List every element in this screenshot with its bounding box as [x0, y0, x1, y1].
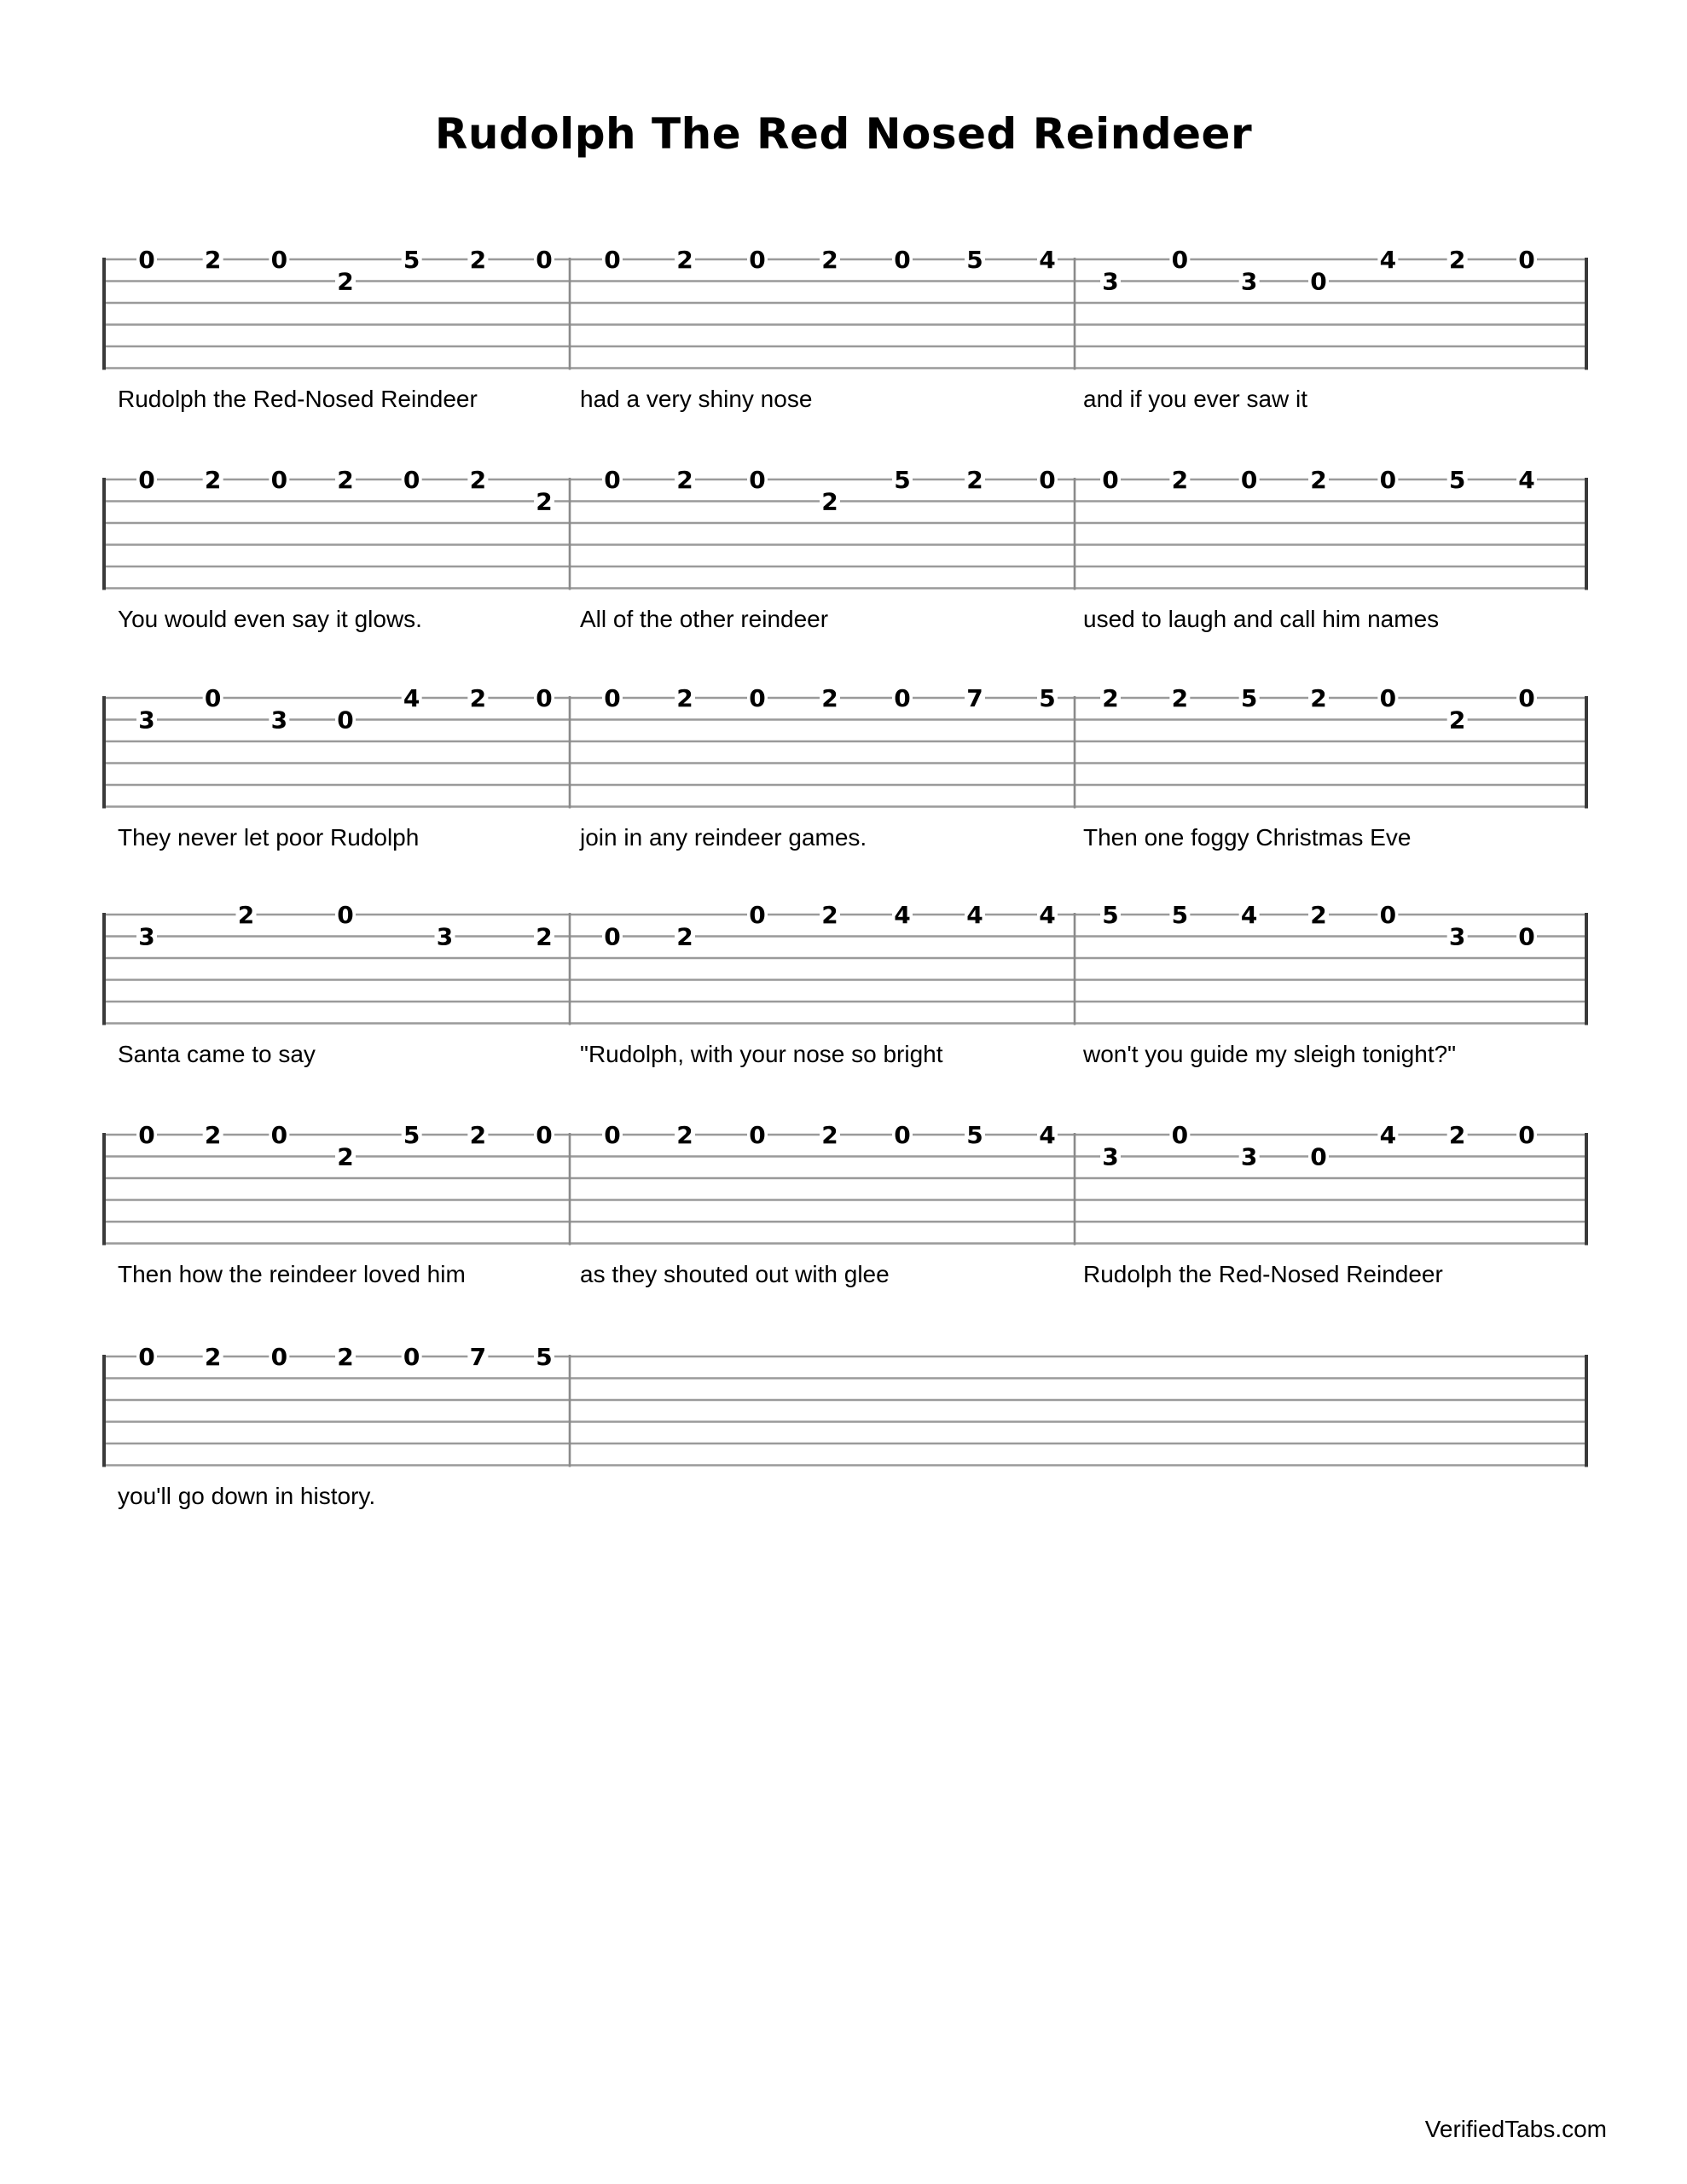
- fret-number: 0: [270, 246, 288, 274]
- fret-number: 4: [1518, 466, 1535, 494]
- fret-number: 0: [749, 684, 766, 712]
- lyric-line: Then one foggy Christmas Eve: [1083, 823, 1412, 851]
- fret-number: 2: [1171, 466, 1189, 494]
- lyric-line: as they shouted out with glee: [580, 1260, 890, 1287]
- fret-number: 5: [966, 246, 983, 274]
- lyric-line: and if you ever saw it: [1083, 385, 1308, 412]
- lyric-line: They never let poor Rudolph: [118, 823, 420, 851]
- fret-number: 0: [337, 901, 354, 929]
- fret-number: 0: [1379, 466, 1397, 494]
- page-title: Rudolph The Red Nosed Reindeer: [434, 109, 1253, 159]
- fret-number: 4: [1039, 901, 1056, 929]
- fret-number: 0: [270, 1121, 288, 1149]
- tab-staff: [0, 1121, 1687, 1254]
- fret-number: 2: [1448, 1121, 1466, 1149]
- fret-number: 2: [204, 246, 222, 274]
- fret-number: 0: [337, 706, 354, 735]
- tab-staff: [0, 1343, 1687, 1476]
- lyric-line: had a very shiny nose: [580, 385, 813, 412]
- tab-system: [0, 246, 1687, 413]
- lyric-line: Rudolph the Red-Nosed Reindeer: [1083, 1260, 1443, 1287]
- fret-number: 5: [1102, 901, 1119, 929]
- fret-number: 0: [749, 246, 766, 274]
- fret-number: 0: [749, 1121, 766, 1149]
- fret-number: 2: [536, 922, 553, 951]
- fret-number: 0: [604, 684, 621, 712]
- fret-number: 3: [138, 706, 155, 735]
- fret-number: 5: [1448, 466, 1466, 494]
- fret-number: 5: [403, 246, 420, 274]
- fret-number: 0: [1310, 1142, 1327, 1171]
- lyric-line: You would even say it glows.: [118, 605, 422, 632]
- fret-number: 0: [1310, 267, 1327, 296]
- tab-staff: [0, 901, 1687, 1034]
- fret-number: 2: [469, 1121, 487, 1149]
- fret-number: 3: [436, 922, 454, 951]
- fret-number: 0: [270, 1343, 288, 1371]
- tab-staff: [0, 246, 1687, 379]
- fret-number: 2: [821, 1121, 838, 1149]
- fret-number: 2: [1310, 466, 1327, 494]
- lyric-line: won't you guide my sleigh tonight?": [1083, 1040, 1457, 1067]
- fret-number: 4: [966, 901, 983, 929]
- lyric-line: Santa came to say: [118, 1040, 316, 1067]
- lyric-line: used to laugh and call him names: [1083, 605, 1440, 632]
- fret-number: 0: [1102, 466, 1119, 494]
- fret-number: 5: [536, 1343, 553, 1371]
- fret-number: 3: [270, 706, 288, 735]
- fret-number: 0: [138, 1343, 155, 1371]
- fret-number: 2: [337, 267, 354, 296]
- fret-number: 0: [749, 466, 766, 494]
- fret-number: 3: [1448, 922, 1466, 951]
- fret-number: 5: [966, 1121, 983, 1149]
- fret-number: 0: [138, 466, 155, 494]
- fret-number: 0: [1171, 1121, 1189, 1149]
- fret-number: 2: [821, 684, 838, 712]
- fret-number: 0: [204, 684, 222, 712]
- fret-number: 7: [469, 1343, 487, 1371]
- fret-number: 0: [1240, 466, 1258, 494]
- fret-number: 0: [1518, 922, 1535, 951]
- fret-number: 7: [966, 684, 983, 712]
- fret-number: 2: [237, 901, 255, 929]
- fret-number: 5: [894, 466, 911, 494]
- fret-number: 4: [1240, 901, 1258, 929]
- fret-number: 2: [1310, 684, 1327, 712]
- fret-number: 2: [676, 466, 693, 494]
- fret-number: 2: [676, 684, 693, 712]
- fret-number: 0: [270, 466, 288, 494]
- fret-number: 0: [894, 684, 911, 712]
- tab-system: [0, 901, 1687, 1068]
- fret-number: 5: [1240, 684, 1258, 712]
- tab-staff: [0, 466, 1687, 599]
- fret-number: 0: [1039, 466, 1056, 494]
- fret-number: 0: [1379, 684, 1397, 712]
- fret-number: 4: [1379, 246, 1397, 274]
- lyric-line: Rudolph the Red-Nosed Reindeer: [118, 385, 478, 412]
- fret-number: 0: [536, 684, 553, 712]
- fret-number: 0: [1518, 684, 1535, 712]
- fret-number: 3: [138, 922, 155, 951]
- fret-number: 0: [1518, 246, 1535, 274]
- fret-number: 5: [1171, 901, 1189, 929]
- fret-number: 2: [204, 466, 222, 494]
- fret-number: 0: [1518, 1121, 1535, 1149]
- fret-number: 2: [1171, 684, 1189, 712]
- fret-number: 2: [1102, 684, 1119, 712]
- fret-number: 0: [1171, 246, 1189, 274]
- footer-credit: VerifiedTabs.com: [1424, 2116, 1607, 2142]
- fret-number: 3: [1102, 267, 1119, 296]
- fret-number: 0: [604, 1121, 621, 1149]
- fret-number: 0: [403, 1343, 420, 1371]
- fret-number: 4: [1379, 1121, 1397, 1149]
- fret-number: 2: [469, 684, 487, 712]
- fret-number: 2: [821, 487, 838, 516]
- lyric-line: join in any reindeer games.: [580, 823, 867, 851]
- fret-number: 2: [821, 246, 838, 274]
- fret-number: 2: [1310, 901, 1327, 929]
- lyric-line: you'll go down in history.: [118, 1482, 376, 1509]
- fret-number: 0: [536, 246, 553, 274]
- fret-number: 4: [1039, 1121, 1056, 1149]
- fret-number: 3: [1240, 1142, 1258, 1171]
- fret-number: 0: [894, 1121, 911, 1149]
- fret-number: 2: [821, 901, 838, 929]
- fret-number: 2: [1448, 706, 1466, 735]
- fret-number: 2: [676, 246, 693, 274]
- fret-number: 4: [403, 684, 420, 712]
- fret-number: 5: [403, 1121, 420, 1149]
- fret-number: 2: [1448, 246, 1466, 274]
- fret-number: 2: [337, 466, 354, 494]
- fret-number: 2: [337, 1142, 354, 1171]
- fret-number: 0: [536, 1121, 553, 1149]
- fret-number: 2: [676, 1121, 693, 1149]
- fret-number: 4: [894, 901, 911, 929]
- fret-number: 0: [604, 466, 621, 494]
- fret-number: 2: [337, 1343, 354, 1371]
- fret-number: 0: [749, 901, 766, 929]
- lyric-line: Then how the reindeer loved him: [118, 1260, 466, 1287]
- fret-number: 0: [403, 466, 420, 494]
- fret-number: 0: [1379, 901, 1397, 929]
- fret-number: 2: [469, 246, 487, 274]
- tab-system: [0, 466, 1687, 633]
- fret-number: 5: [1039, 684, 1056, 712]
- tab-system: [0, 1121, 1687, 1288]
- fret-number: 2: [469, 466, 487, 494]
- tab-system: [0, 684, 1687, 851]
- fret-number: 2: [676, 922, 693, 951]
- fret-number: 4: [1039, 246, 1056, 274]
- fret-number: 2: [966, 466, 983, 494]
- fret-number: 2: [536, 487, 553, 516]
- fret-number: 0: [138, 246, 155, 274]
- fret-number: 0: [604, 246, 621, 274]
- fret-number: 2: [204, 1343, 222, 1371]
- fret-number: 3: [1102, 1142, 1119, 1171]
- lyric-line: All of the other reindeer: [580, 605, 829, 632]
- fret-number: 3: [1240, 267, 1258, 296]
- tab-staff: [0, 684, 1687, 817]
- tab-system: [0, 1343, 1687, 1510]
- fret-number: 0: [894, 246, 911, 274]
- lyric-line: "Rudolph, with your nose so bright: [580, 1040, 943, 1067]
- fret-number: 2: [204, 1121, 222, 1149]
- fret-number: 0: [138, 1121, 155, 1149]
- fret-number: 0: [604, 922, 621, 951]
